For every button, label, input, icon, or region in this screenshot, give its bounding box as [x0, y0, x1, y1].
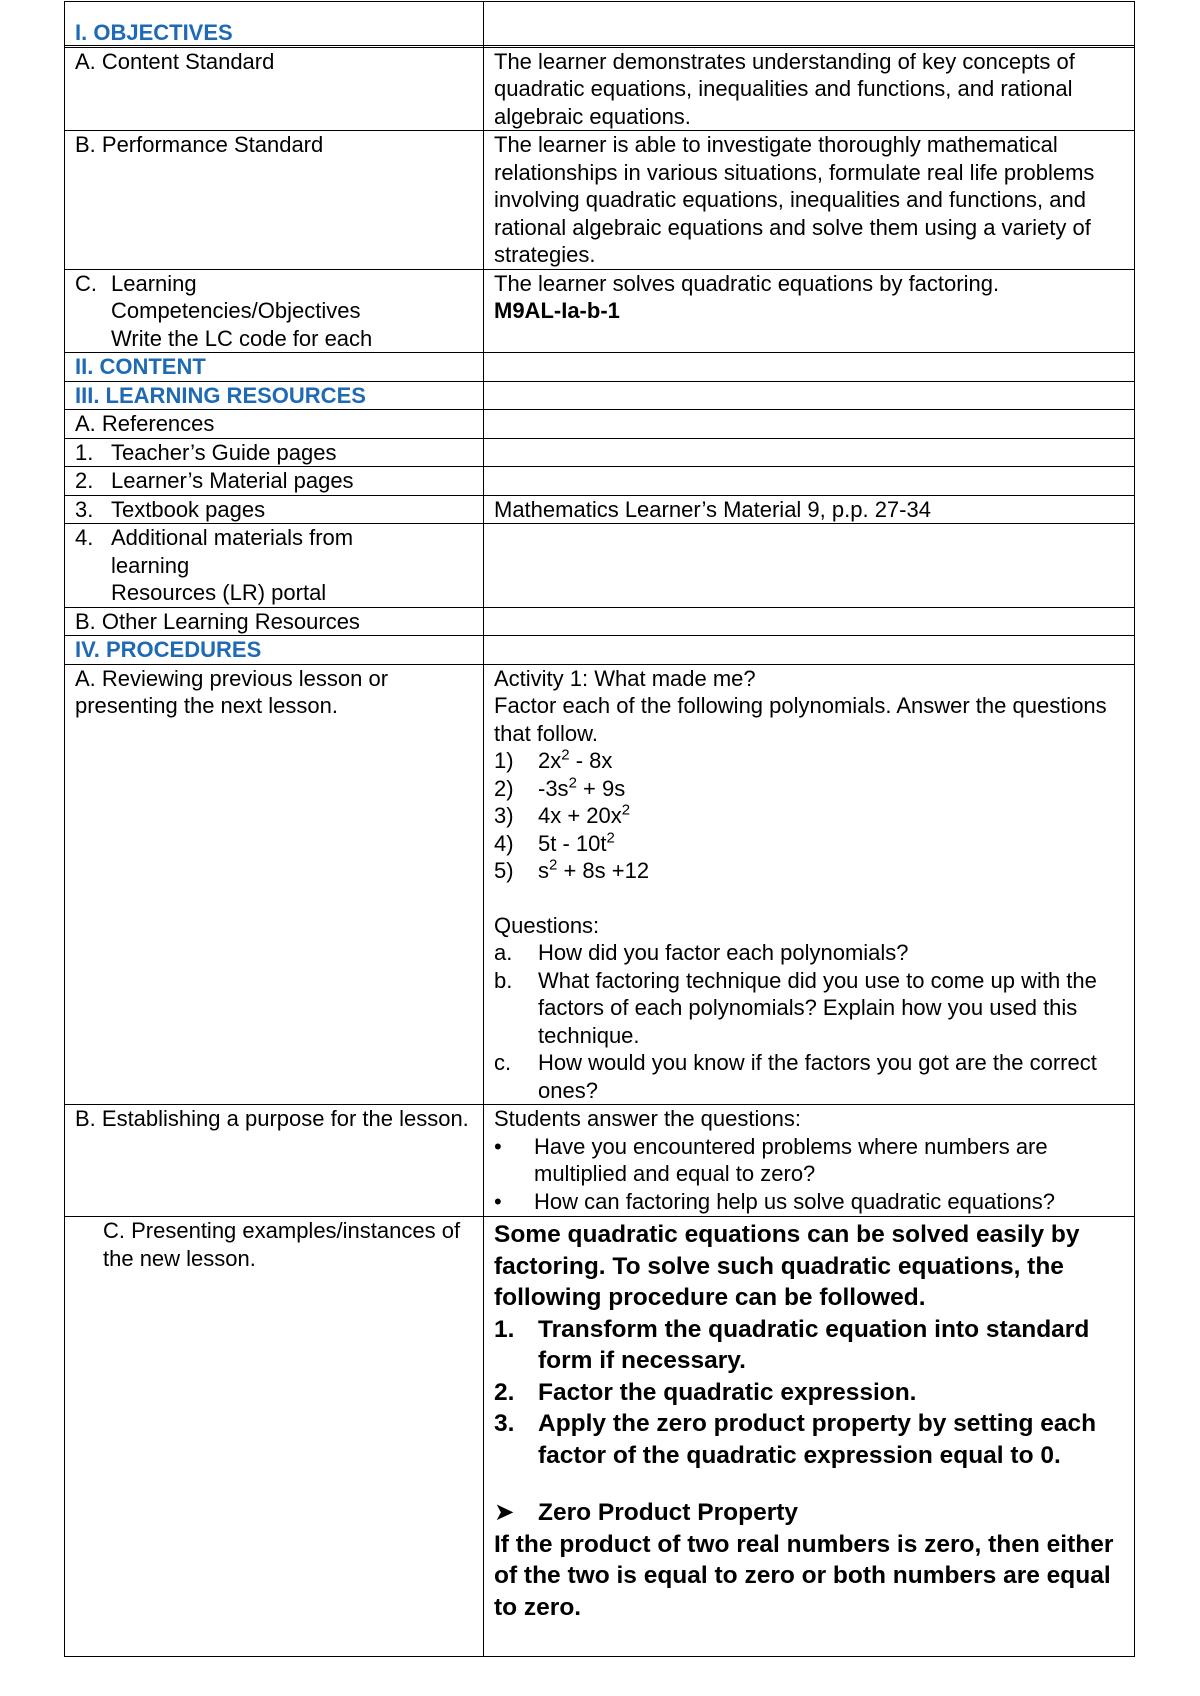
- content-standard-row: [65, 47, 1135, 131]
- performance-standard-label: B. Performance Standard: [65, 131, 484, 270]
- other-resources-value: [484, 607, 1135, 636]
- questions-label: Questions:: [494, 912, 600, 938]
- procedure-step-1: 1. Transform the quadratic equation into standard form if necessary.: [494, 1315, 1090, 1374]
- references-label: A. References: [65, 410, 484, 439]
- content-row: [65, 353, 1135, 382]
- resource-row-3: [65, 495, 1135, 524]
- question-a: a. How did you factor each polynomials?: [494, 940, 909, 965]
- activity-instruction: Factor each of the following polynomials. Answer the questions that follow.: [494, 693, 1107, 746]
- competencies-text: The learner solves quadratic equations by factoring.: [494, 270, 1000, 296]
- arrow-marker-icon: ➤: [494, 1499, 515, 1526]
- procedures-value: [484, 636, 1135, 665]
- resource-value-1: [484, 438, 1135, 467]
- property-heading: [494, 1497, 1124, 1529]
- header-cell-right: [484, 2, 1135, 46]
- competencies-label-line-2: Competencies/Objectives: [111, 298, 361, 323]
- procedure-c-content: [484, 1217, 1135, 1657]
- procedure-step-2: 2. Factor the quadratic expression.: [494, 1378, 917, 1406]
- resource-row-2: [65, 467, 1135, 496]
- competencies-label: [65, 269, 484, 353]
- references-value: [484, 410, 1135, 439]
- other-resources-label: B. Other Learning Resources: [65, 607, 484, 636]
- purpose-bullet-2: • How can factoring help us solve quadratic equations?: [494, 1188, 1055, 1214]
- resources-value: [484, 381, 1135, 410]
- content-value: [484, 353, 1135, 382]
- resources-heading: III. LEARNING RESOURCES: [65, 381, 484, 410]
- performance-standard-text: The learner is able to investigate thoroughly mathematical relationships in various situations, formulate real life problems involving quadratic equations, inequalities and functions, and rational algebraic equations and solve them using a variety of strategies.: [484, 131, 1135, 270]
- resource-value-2: [484, 467, 1135, 496]
- polynomial-list: [494, 747, 1124, 885]
- competencies-text-cell: [484, 269, 1135, 353]
- competencies-label-line-1: Learning: [111, 270, 197, 296]
- resource-row-1: [65, 438, 1135, 467]
- performance-standard-row: [65, 131, 1135, 270]
- procedures-row: [65, 636, 1135, 665]
- competencies-num: C.: [75, 270, 97, 296]
- competencies-code: M9AL-Ia-b-1: [494, 298, 620, 323]
- property-text: If the product of two real numbers is zero, then either of the two is equal to zero or both numbers are equal to zero.: [494, 1530, 1114, 1621]
- question-c: c. How would you know if the factors you got are the correct ones?: [494, 1050, 1097, 1103]
- procedure-step-3: 3. Apply the zero product property by setting each factor of the quadratic expression equal to 0.: [494, 1410, 1097, 1469]
- question-b: b. What factoring technique did you use to come up with the factors of each polynomials? Explain how you used this technique.: [494, 967, 1097, 1048]
- procedure-a-label: A. Reviewing previous lesson or presenting the next lesson.: [65, 664, 484, 1105]
- procedure-intro: Some quadratic equations can be solved easily by factoring. To solve such quadratic equations, the following procedure can be followed.: [494, 1221, 1080, 1311]
- competencies-row: [65, 269, 1135, 353]
- procedures-heading: IV. PROCEDURES: [65, 636, 484, 665]
- resources-row: [65, 381, 1135, 410]
- activity-title: Activity 1: What made me?: [494, 665, 756, 691]
- competencies-label-line-3: Write the LC code for each: [111, 325, 373, 351]
- polynomial-item: 2) $-3s^2 + 9s$: [494, 774, 626, 801]
- content-standard-text: The learner demonstrates understanding of key concepts of quadratic equations, inequalities and functions, and rational algebraic equations.: [484, 47, 1135, 131]
- resource-label-3: 3. Textbook pages: [65, 495, 484, 524]
- polynomial-item: 4) $5t - 10t^2$: [494, 829, 615, 856]
- procedure-c-row: [65, 1217, 1135, 1657]
- content-heading: II. CONTENT: [65, 353, 484, 382]
- purpose-bullet-1: • Have you encountered problems where numbers are multiplied and equal to zero?: [494, 1133, 1048, 1186]
- procedure-a-row: [65, 664, 1135, 1105]
- resource-label-1: 1. Teacher’s Guide pages: [65, 438, 484, 467]
- procedure-b-row: [65, 1105, 1135, 1217]
- references-row: [65, 410, 1135, 439]
- resource-row-4: [65, 524, 1135, 608]
- polynomial-item: 5) $s^2 + 8s +12$: [494, 856, 650, 883]
- procedure-a-content: [484, 664, 1135, 1105]
- content-standard-label: A. Content Standard: [65, 47, 484, 131]
- resource-value-4: [484, 524, 1135, 608]
- polynomial-item: 3) $4x + 20x^2$: [494, 801, 631, 828]
- procedure-c-label: C. Presenting examples/instances of the new lesson.: [65, 1217, 484, 1657]
- resource-label-4: 4. Additional materials from learning Resources (LR) portal: [65, 524, 484, 608]
- purpose-intro: Students answer the questions:: [494, 1106, 801, 1131]
- property-title: Zero Product Property: [538, 1499, 799, 1526]
- resource-label-2: 2. Learner’s Material pages: [65, 467, 484, 496]
- resource-value-3: Mathematics Learner’s Material 9, p.p. 27-34: [484, 495, 1135, 524]
- other-resources-row: [65, 607, 1135, 636]
- procedure-b-label: B. Establishing a purpose for the lesson.: [65, 1105, 484, 1217]
- objectives-heading: I. OBJECTIVES: [75, 20, 233, 45]
- procedure-b-content: [484, 1105, 1135, 1217]
- lesson-plan-table: [64, 1, 1135, 1657]
- polynomial-item: 1) $2x^2 - 8x$: [494, 746, 613, 773]
